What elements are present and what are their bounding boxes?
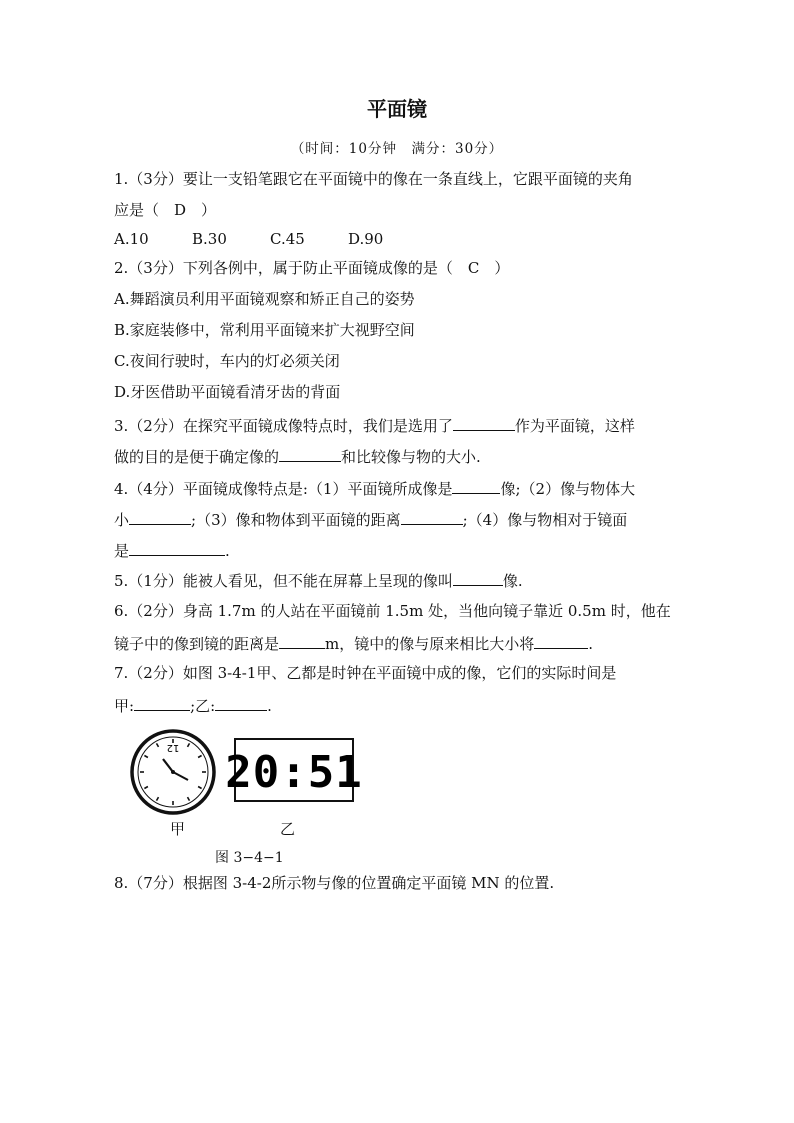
q4-text-g: . (225, 542, 230, 560)
digital-clock-figure (225, 738, 363, 802)
q4-text-d: ;（3）像和物体到平面镜的距离 (191, 511, 401, 529)
q4-blank-1[interactable] (452, 477, 500, 494)
q6-line2 (114, 632, 593, 654)
q7-line1: 7.（2分）如图 3-4-1甲、乙都是时钟在平面镜中成的像，它们的实际时间是 (114, 664, 617, 682)
q4-line2 (114, 508, 627, 530)
q2-option-a: A.舞蹈演员利用平面镜观察和矫正自己的姿势 (114, 290, 415, 308)
q4-blank-2[interactable] (129, 508, 191, 525)
figure-caption: 图 3−4−1 (215, 850, 284, 866)
q3-line2 (114, 445, 481, 467)
q2-option-d: D.牙医借助平面镜看清牙齿的背面 (114, 383, 341, 401)
q4-text-c: 小 (114, 511, 130, 529)
q1-option-b: B.30 (192, 230, 227, 248)
analog-clock-icon (128, 727, 218, 817)
figure-label-jia: 甲 (170, 820, 186, 838)
q4-line3 (114, 539, 230, 561)
q7-text-a: 甲: (114, 697, 135, 715)
q1-option-a: A.10 (114, 230, 149, 248)
q4-blank-3[interactable] (401, 508, 463, 525)
q1-options (114, 229, 426, 249)
q4-text-a: 4.（4分）平面镜成像特点是:（1）平面镜所成像是 (114, 480, 453, 498)
q8-stem: 8.（7分）根据图 3-4-2所示物与像的位置确定平面镜 MN 的位置. (114, 874, 555, 892)
q6-line1: 6.（2分）身高 1.7m 的人站在平面镜前 1.5m 处，当他向镜子靠近 0.5m 时，他在 (114, 602, 671, 620)
q7-line2 (114, 694, 272, 716)
q3-text-c: 做的目的是便于确定像的 (114, 448, 280, 466)
q1-stem-line2: 应是（ D ） (114, 201, 217, 219)
digital-clock-icon (225, 738, 363, 802)
q3-text-d: 和比较像与物的大小. (341, 448, 481, 466)
q3-blank-2[interactable] (279, 445, 341, 462)
q6-text-a: 镜子中的像到镜的距离是 (114, 635, 280, 653)
q4-blank-4[interactable] (129, 539, 225, 556)
analog-clock-figure (128, 727, 218, 817)
clock-twelve-label: 12 (166, 742, 180, 753)
q7-text-c: . (267, 697, 272, 715)
q7-blank-1[interactable] (134, 694, 190, 711)
q3-text-b: 作为平面镜，这样 (514, 417, 635, 435)
q6-text-b: m，镜中的像与原来相比大小将 (325, 635, 535, 653)
q7-blank-2[interactable] (215, 694, 267, 711)
q2-option-c: C.夜间行驶时，车内的灯必须关闭 (114, 352, 340, 370)
q6-blank-1[interactable] (279, 632, 325, 649)
q3-text-a: 3.（2分）在探究平面镜成像特点时，我们是选用了 (114, 417, 453, 435)
exam-info: （时间：10分钟 满分：30分） (290, 141, 504, 157)
q3-line1 (114, 414, 635, 436)
q3-blank-1[interactable] (453, 414, 515, 431)
q4-text-b: 像;（2）像与物体大 (500, 480, 636, 498)
q5-text-a: 5.（1分）能被人看见，但不能在屏幕上呈现的像叫 (114, 572, 453, 590)
q1-stem-line1: 1.（3分）要让一支铅笔跟它在平面镜中的像在一条直线上，它跟平面镜的夹角 (114, 170, 633, 188)
q6-blank-2[interactable] (534, 632, 588, 649)
q5-line (114, 569, 523, 591)
figure-label-yi: 乙 (280, 820, 296, 838)
q1-option-d: D.90 (348, 230, 384, 248)
q6-text-c: . (588, 635, 594, 653)
q4-text-f: 是 (114, 542, 130, 560)
q5-blank[interactable] (453, 569, 503, 586)
q4-line1 (114, 477, 635, 499)
q4-text-e: ;（4）像与物相对于镜面 (462, 511, 628, 529)
q1-option-c: C.45 (270, 230, 305, 248)
q7-text-b: ;乙: (190, 697, 216, 715)
page-title: 平面镜 (367, 97, 427, 121)
q5-text-b: 像. (502, 572, 523, 590)
digital-clock-text: 20:51 (225, 747, 363, 798)
q2-stem: 2.（3分）下列各例中，属于防止平面镜成像的是（ C ） (114, 259, 510, 277)
q2-option-b: B.家庭装修中，常利用平面镜来扩大视野空间 (114, 321, 415, 339)
